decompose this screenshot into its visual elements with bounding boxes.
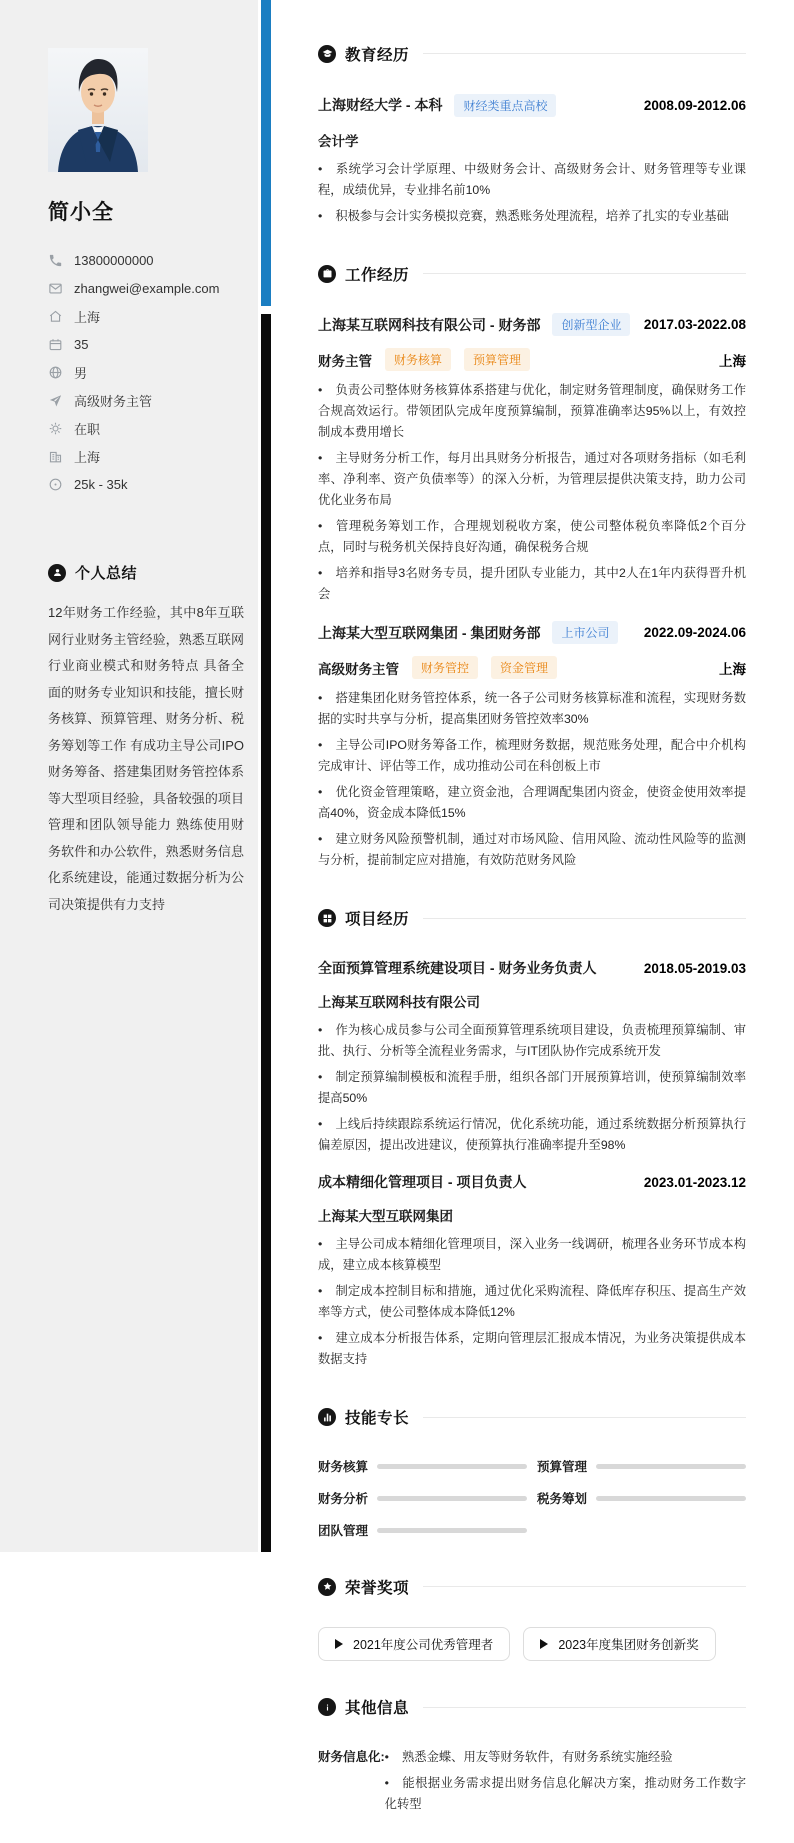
bullet: • 主导公司IPO财务筹备工作，梳理财务数据，规范账务处理，配合中介机构完成审计、评估等工作，成功推动公司在科创板上市 xyxy=(318,735,746,777)
section-title: 项目经历 xyxy=(345,911,410,929)
job-bullets xyxy=(318,688,746,871)
person-name: 简小全 xyxy=(48,201,114,224)
job-tag: 预算管理 xyxy=(464,348,530,371)
skill-item xyxy=(318,1489,527,1508)
education-bullets xyxy=(318,159,746,227)
skill-bar xyxy=(377,1496,527,1501)
job-period: 2017.03-2022.08 xyxy=(643,317,746,333)
info-icon xyxy=(318,1698,336,1716)
job-location: 上海 xyxy=(719,661,746,677)
contact-position: 高级财务主管 xyxy=(48,386,244,414)
personal-summary xyxy=(48,562,244,918)
bullet: • 能根据业务需求提出财务信息化解决方案，推动财务工作数字化转型 xyxy=(385,1773,746,1815)
grid-icon xyxy=(318,909,336,927)
job-period: 2022.09-2024.06 xyxy=(643,625,746,641)
skill-bar xyxy=(596,1464,746,1469)
graduation-cap-icon xyxy=(318,45,336,63)
bullet: • 系统学习会计学原理、中级财务会计、高级财务会计、财务管理等专业课程，成绩优异，专业排名前10% xyxy=(318,159,746,201)
contact-home: 上海 xyxy=(48,302,244,330)
company-name: 上海某互联网科技有限公司 - 财务部 xyxy=(318,316,541,333)
skill-item xyxy=(537,1457,746,1476)
project-company: 上海某互联网科技有限公司 xyxy=(318,995,480,1011)
award-pill[interactable] xyxy=(523,1627,715,1661)
award-list xyxy=(318,1627,746,1661)
project-entry xyxy=(318,1172,746,1370)
skill-item xyxy=(537,1489,746,1508)
other-info-row xyxy=(318,1747,746,1820)
city-icon xyxy=(48,449,63,464)
bullet: • 优化资金管理策略，建立资金池，合理调配集团内资金，使资金使用效率提高40%，资金成本降低15% xyxy=(318,782,746,824)
job-role: 高级财务主管 xyxy=(318,661,399,677)
divider-blue-segment xyxy=(261,0,271,306)
summary-text: 12年财务工作经验，其中8年互联网行业财务主管经验，熟悉互联网行业商业模式和财务特点 具备全面的财务专业知识和技能，擅长财务核算、预算管理、财务分析、税务筹划等工作 有成功主导公司IPO财务筹备、搭建集团财务管控体系等大型项目经验，具备较强的项目管理和团队领导能力 熟练使用财务软件和办公软件，熟悉财务信息化系统建设，能通过数据分析为公司决策提供有力支持 xyxy=(48,605,244,912)
contact-gender: 男 xyxy=(48,358,244,386)
skill-bar xyxy=(377,1464,527,1469)
profile-photo xyxy=(48,48,148,172)
bullet: • 培养和指导3名财务专员，提升团队专业能力，其中2人在1年内获得晋升机会 xyxy=(318,563,746,605)
bullet: • 建立成本分析报告体系，定期向管理层汇报成本情况，为业务决策提供成本数据支持 xyxy=(318,1328,746,1370)
major: 会计学 xyxy=(318,133,359,149)
project-period: 2018.05-2019.03 xyxy=(643,960,746,976)
accent-divider xyxy=(261,0,271,1552)
other-info-label: 财务信息化: xyxy=(318,1750,385,1765)
contact-phone: 13800000000 xyxy=(48,246,244,274)
job-location: 上海 xyxy=(719,353,746,369)
position-icon xyxy=(48,393,63,408)
bullet: • 主导财务分析工作，每月出具财务分析报告，通过对各项财务指标（如毛利率、净利率、资产负债率等）的深入分析，为管理层提供决策支持，助力公司优化业务布局 xyxy=(318,448,746,511)
company-name: 上海某大型互联网集团 - 集团财务部 xyxy=(318,624,541,641)
person-icon xyxy=(48,564,66,582)
job-entry xyxy=(318,313,746,605)
project-bullets xyxy=(318,1020,746,1156)
skill-item xyxy=(318,1521,527,1540)
job-entry xyxy=(318,621,746,871)
job-bullets xyxy=(318,380,746,605)
skill-item xyxy=(318,1457,527,1476)
medal-icon xyxy=(318,1578,336,1596)
section-title: 技能专长 xyxy=(345,1410,410,1428)
section-title: 教育经历 xyxy=(345,46,410,64)
contact-email: zhangwei@example.com xyxy=(48,274,244,302)
divider-black-segment xyxy=(261,314,271,1552)
school-badge: 财经类重点高校 xyxy=(454,94,556,117)
section-skills xyxy=(318,1393,746,1540)
section-title: 其他信息 xyxy=(345,1700,410,1718)
contact-age: 35 xyxy=(48,330,244,358)
salary-icon xyxy=(48,477,63,492)
project-name: 成本精细化管理项目 - 项目负责人 xyxy=(318,1174,527,1191)
bullet: • 作为核心成员参与公司全面预算管理系统项目建设，负责梳理预算编制、审批、执行、分析等全流程业务需求，与IT团队协作完成系统开发 xyxy=(318,1020,746,1062)
briefcase-icon xyxy=(318,265,336,283)
skill-label: 财务分析 xyxy=(318,1492,369,1507)
bullet: • 制定成本控制目标和措施，通过优化采购流程、降低库存积压、提高生产效率等方式，使公司整体成本降低12% xyxy=(318,1281,746,1323)
skill-list xyxy=(318,1457,746,1540)
status-icon xyxy=(48,421,63,436)
award-pill[interactable] xyxy=(318,1627,510,1661)
company-badge: 创新型企业 xyxy=(552,313,630,336)
skill-label: 团队管理 xyxy=(318,1524,369,1539)
skill-label: 财务核算 xyxy=(318,1460,369,1475)
job-tag: 财务核算 xyxy=(385,348,451,371)
education-period: 2008.09-2012.06 xyxy=(643,97,746,113)
project-bullets xyxy=(318,1234,746,1370)
award-label: 2021年度公司优秀管理者 xyxy=(353,1637,494,1652)
age-icon xyxy=(48,337,63,352)
section-title: 工作经历 xyxy=(345,266,410,284)
bullet: • 建立财务风险预警机制，通过对市场风险、信用风险、流动性风险等的监测与分析，提前制定应对措施，有效防范财务风险 xyxy=(318,829,746,871)
section-education xyxy=(318,30,746,227)
mail-icon xyxy=(48,281,63,296)
project-entry xyxy=(318,958,746,1156)
gender-icon xyxy=(48,365,63,380)
bullet: • 管理税务筹划工作，合理规划税收方案，使公司整体税负率降低2个百分点，同时与税务机关保持良好沟通，确保税务合规 xyxy=(318,516,746,558)
section-honors xyxy=(318,1563,746,1661)
project-company: 上海某大型互联网集团 xyxy=(318,1209,453,1225)
job-role: 财务主管 xyxy=(318,353,372,369)
bullet: • 积极参与会计实务模拟竞赛，熟悉账务处理流程，培养了扎实的专业基础 xyxy=(318,206,746,227)
skill-label: 预算管理 xyxy=(537,1460,588,1475)
bullet: • 搭建集团化财务管控体系，统一各子公司财务核算标准和流程，实现财务数据的实时共享与分析，提高集团财务管控效率30% xyxy=(318,688,746,730)
skill-label: 税务筹划 xyxy=(537,1492,588,1507)
phone-icon xyxy=(48,253,63,268)
contact-city: 上海 xyxy=(48,442,244,470)
bar-chart-icon xyxy=(318,1408,336,1426)
school-name: 上海财经大学 - 本科 xyxy=(318,97,443,114)
bullet: • 上线后持续跟踪系统运行情况，优化系统功能，通过系统数据分析预算执行偏差原因，提出改进建议，使预算执行准确率提升至98% xyxy=(318,1114,746,1156)
play-icon xyxy=(335,1639,343,1649)
bullet: • 主导公司成本精细化管理项目，深入业务一线调研，梳理各业务环节成本构成，建立成本核算模型 xyxy=(318,1234,746,1276)
section-other xyxy=(318,1684,746,1821)
section-projects xyxy=(318,894,746,1370)
sidebar xyxy=(0,0,258,1552)
project-name: 全面预算管理系统建设项目 - 财务业务负责人 xyxy=(318,960,597,977)
play-icon xyxy=(540,1639,548,1649)
contact-status: 在职 xyxy=(48,414,244,442)
contact-list xyxy=(48,246,244,498)
section-title: 荣誉奖项 xyxy=(345,1579,410,1597)
bullet: • 负责公司整体财务核算体系搭建与优化，制定财务管理制度，确保财务工作合规高效运行。带领团队完成年度预算编制，预算准确率达95%以上，有效控制成本费用增长 xyxy=(318,380,746,443)
other-info-bullets xyxy=(385,1747,746,1820)
project-period: 2023.01-2023.12 xyxy=(643,1174,746,1190)
bullet: • 制定预算编制模板和流程手册，组织各部门开展预算培训，使预算编制效率提高50% xyxy=(318,1067,746,1109)
summary-title: 个人总结 xyxy=(75,565,138,582)
skill-bar xyxy=(377,1528,527,1533)
award-label: 2023年度集团财务创新奖 xyxy=(558,1637,699,1652)
company-badge: 上市公司 xyxy=(552,621,618,644)
job-tag: 财务管控 xyxy=(412,656,478,679)
skill-bar xyxy=(596,1496,746,1501)
contact-salary: 25k - 35k xyxy=(48,470,244,498)
main-content xyxy=(318,0,794,1843)
job-tag: 资金管理 xyxy=(491,656,557,679)
bullet: • 熟悉金蝶、用友等财务软件，有财务系统实施经验 xyxy=(385,1747,746,1768)
section-work xyxy=(318,250,746,872)
home-icon xyxy=(48,309,63,324)
